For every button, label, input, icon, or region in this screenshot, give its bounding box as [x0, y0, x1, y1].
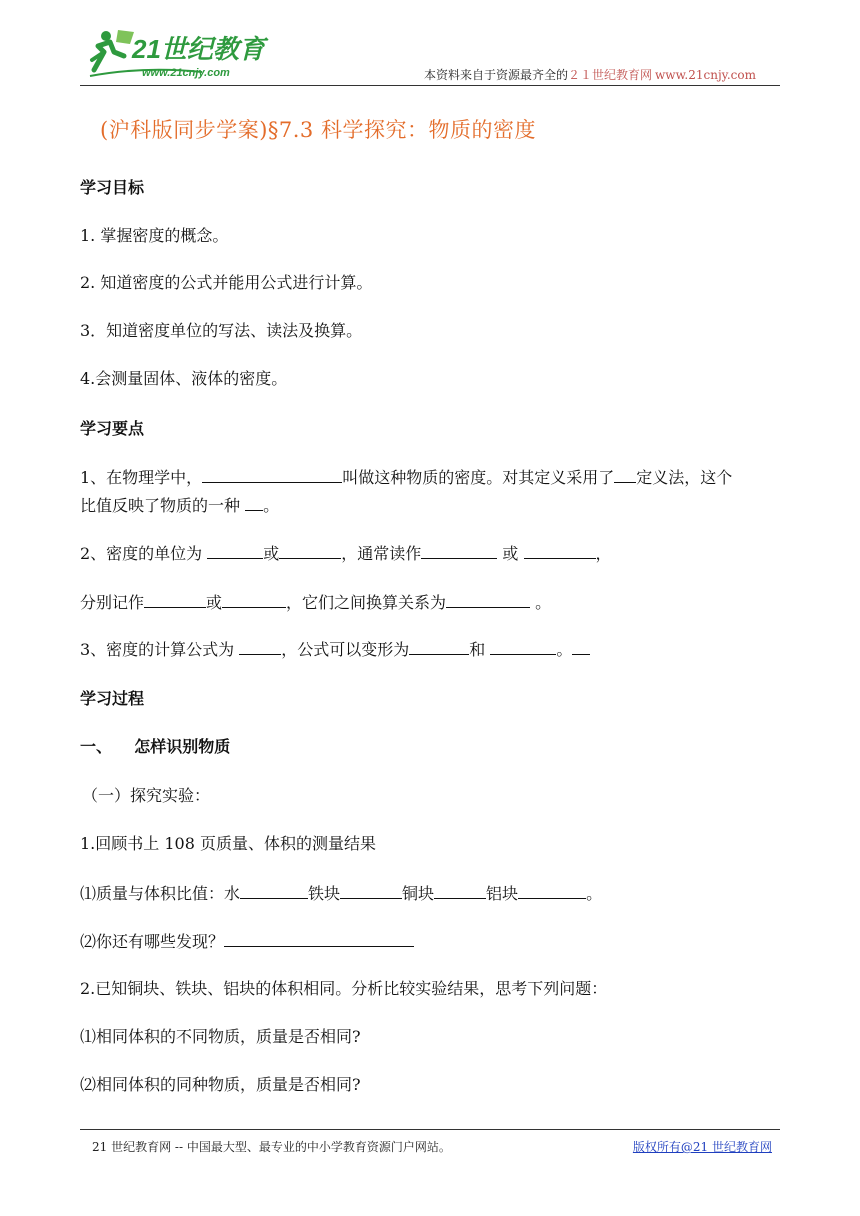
- blank-field[interactable]: [222, 592, 286, 608]
- blank-field[interactable]: [614, 467, 636, 483]
- keypoint-1-line-1: 1、在物理学中， 叫做这种物质的密度。对其定义采用了 定义法，这个: [80, 468, 733, 487]
- section-1-heading: 一、 怎样识别物质: [80, 737, 231, 756]
- keypoints-heading: 学习要点: [80, 419, 145, 438]
- header-site-name[interactable]: ２１世纪教育网: [568, 68, 653, 82]
- blank-field[interactable]: [434, 883, 486, 899]
- blank-field[interactable]: [240, 883, 308, 899]
- blank-field[interactable]: [224, 931, 414, 947]
- keypoint-2-symbols: 分别记作 或 ，它们之间换算关系为 。: [80, 593, 552, 612]
- question-4: ⑵相同体积的同种物质，质量是否相同?: [80, 1075, 361, 1094]
- blank-field[interactable]: [490, 639, 556, 655]
- objective-item-2: 2. 知道密度的公式并能用公式进行计算。: [80, 273, 373, 292]
- question-3: ⑴相同体积的不同物质，质量是否相同?: [80, 1027, 361, 1046]
- footer-divider: [80, 1129, 780, 1130]
- blank-field[interactable]: [524, 543, 596, 559]
- process-item-2: 2.已知铜块、铁块、铝块的体积相同。分析比较实验结果，思考下列问题：: [80, 979, 608, 998]
- site-logo: [84, 26, 284, 82]
- blank-field[interactable]: [409, 639, 469, 655]
- question-2: ⑵你还有哪些发现？: [80, 931, 414, 952]
- objective-item-4: 4.会测量固体、液体的密度。: [80, 369, 288, 388]
- blank-field[interactable]: [446, 592, 530, 608]
- header-note-prefix: 本资料来自于资源最齐全的: [424, 68, 569, 82]
- blank-field[interactable]: [572, 639, 590, 655]
- footer-copyright-link[interactable]: 版权所有@21 世纪教育网: [632, 1140, 772, 1154]
- document-title: (沪科版同步学案)§7.3 科学探究：物质的密度: [100, 118, 536, 142]
- objective-item-1: 1. 掌握密度的概念。: [80, 226, 229, 245]
- blank-field[interactable]: [421, 543, 497, 559]
- keypoint-3: 3、密度的计算公式为 ，公式可以变形为 和 。: [80, 639, 590, 660]
- svg-text:www.21cnjy.com: www.21cnjy.com: [142, 67, 230, 79]
- blank-field[interactable]: [279, 543, 341, 559]
- blank-field[interactable]: [340, 883, 402, 899]
- objective-item-3: 3．知道密度单位的写法、读法及换算。: [80, 321, 363, 340]
- process-heading: 学习过程: [80, 689, 145, 708]
- question-1: ⑴质量与体积比值：水 铁块 铜块 铝块 。: [80, 884, 603, 903]
- header-site-url[interactable]: www.21cnjy.com: [655, 68, 756, 82]
- blank-field[interactable]: [144, 592, 206, 608]
- blank-field[interactable]: [207, 543, 263, 559]
- blank-field[interactable]: [239, 639, 281, 655]
- blank-field[interactable]: [518, 883, 586, 899]
- keypoint-2: 2、密度的单位为 或 ，通常读作 或 ，: [80, 544, 612, 563]
- header-divider: [80, 85, 780, 86]
- footer-text: 21 世纪教育网 -- 中国最大型、最专业的中小学教育资源门户网站。: [92, 1140, 451, 1154]
- svg-text:21世纪教育: 21世纪教育: [132, 34, 265, 64]
- header-note: [424, 66, 756, 83]
- keypoint-1-line-2: 比值反映了物质的一种 。: [80, 496, 280, 515]
- blank-field[interactable]: [202, 467, 342, 483]
- process-item-1: 1.回顾书上 108 页质量、体积的测量结果: [80, 834, 376, 853]
- blank-field[interactable]: [245, 495, 263, 511]
- subsection-heading: （一）探究实验：: [82, 786, 211, 805]
- objectives-heading: 学习目标: [80, 178, 145, 197]
